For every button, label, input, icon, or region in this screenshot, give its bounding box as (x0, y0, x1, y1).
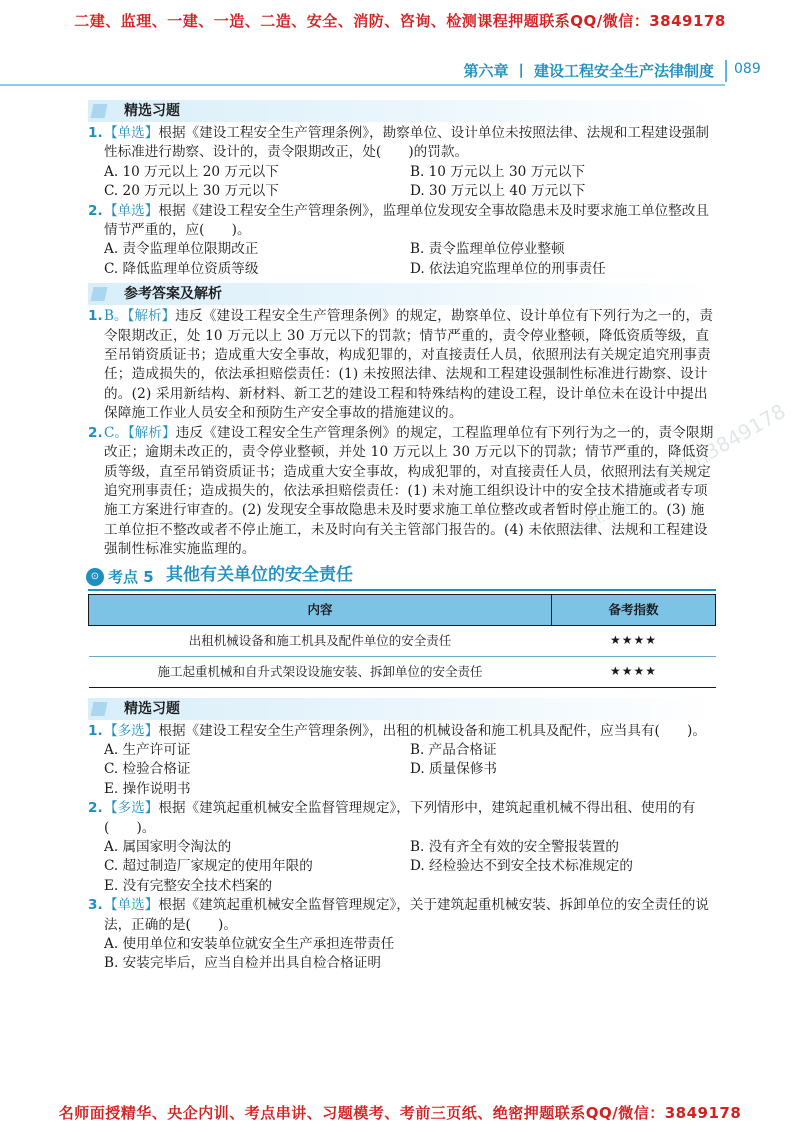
header-divider (725, 60, 727, 82)
table-row (89, 625, 716, 656)
options-grid (88, 838, 716, 877)
option-c: C. 降低监理单位资质等级 (104, 260, 259, 277)
question-item (88, 722, 716, 741)
option-b: B. 安装完毕后，应当自检并出具自检合格证明 (104, 955, 381, 972)
key-point-label: 考点 5 (108, 567, 154, 586)
key-point-icon: ⊙ (86, 568, 104, 586)
answer-item (88, 307, 716, 423)
table-cell-content: 施工起重机械和自升式架设设施安装、拆卸单位的安全责任 (89, 656, 552, 687)
options-grid (88, 935, 716, 974)
option-b: B. 产品合格证 (410, 741, 497, 758)
section-marker-icon (91, 287, 108, 301)
table-cell-rating: ★★★★ (552, 625, 716, 656)
option-e: E. 操作说明书 (104, 780, 191, 797)
options-grid (88, 741, 716, 780)
key-point-rule (88, 589, 716, 591)
options-grid (88, 780, 716, 799)
answer-number: 1. (88, 308, 103, 325)
option-d: D. 30 万元以上 40 万元以下 (410, 183, 586, 200)
column-header-rating: 备考指数 (552, 594, 716, 625)
question-text: 根据《建筑起重机械安全监督管理规定》，关于建筑起重机械安装、拆卸单位的安全责任的说法，正确的是( )。 (104, 897, 709, 933)
question-number: 2. (88, 800, 103, 817)
question-type-tag: 【多选】 (104, 722, 159, 739)
option-e: E. 没有完整安全技术档案的 (104, 877, 273, 894)
option-a: A. 责令监理单位限期改正 (104, 241, 259, 258)
column-header-content: 内容 (89, 594, 552, 625)
page-content (88, 100, 716, 974)
section-marker-icon (91, 702, 108, 716)
options-grid (88, 240, 716, 279)
options-grid (88, 877, 716, 896)
question-text: 根据《建设工程安全生产管理条例》，出租的机械设备和施工机具及配件，应当具有( )。 (158, 722, 706, 739)
section-title-text: 精选习题 (124, 103, 180, 119)
option-d: D. 质量保修书 (410, 761, 498, 778)
section-title-answers (88, 283, 716, 305)
option-b: B. 没有齐全有效的安全警报装置的 (410, 838, 619, 855)
question-type-tag: 【多选】 (104, 800, 159, 817)
question-text: 根据《建筑起重机械安全监督管理规定》，下列情形中，建筑起重机械不得出租、使用的有( )。 (104, 800, 696, 836)
answer-number: 2. (88, 424, 103, 441)
key-point-table (88, 594, 716, 688)
answer-explanation: 违反《建设工程安全生产管理条例》的规定，工程监理单位有下列行为之一的，责令限期改正；逾期未改正的，责令停业整顿，并处 10 万元以上 30 万元以下的罚款；情节严重的，降低资质等级，直至吊销资质证书；造成重大安全事故，构成犯罪的，对直接责任人员，依照刑法有关规定追究刑事责任；造成损失的，依法承担赔偿责任：(1) 未对施工组织设计中的安全技术措施或者专项施工方案进行审查的。(2) 发现安全事故隐患未及时要求施工单位整改或者暂时停止施工的。(3) 施工单位拒不整改或者不停止施工，未及时向有关主管部门报告的。(4) 未依照法律、法规和工程建设强制性标准实施监理的。 (104, 424, 714, 558)
section-title-text: 参考答案及解析 (124, 286, 222, 303)
answer-explanation: 违反《建设工程安全生产管理条例》的规定，勘察单位、设计单位有下列行为之一的，责令限期改正，处 10 万元以上 30 万元以下的罚款；情节严重的，责令停业整顿，降低资质等级，直至吊销资质证书；造成重大安全事故，构成犯罪的，对直接责任人员，依照刑法有关规定追究刑事责任；造成损失的，依法承担赔偿责任：(1) 未按照法律、法规和工程建设强制性标准进行勘察、设计的。(2) 采用新结构、新材料、新工艺的建设工程和特殊结构的建设工程，设计单位未在设计中提出保障施工作业人员安全和预防生产安全事故的措施建议的。 (104, 308, 714, 422)
page-header (0, 60, 800, 82)
header-rule (0, 84, 725, 86)
table-cell-rating: ★★★★ (552, 656, 716, 687)
table-cell-content: 出租机械设备和施工机具及配件单位的安全责任 (89, 625, 552, 656)
table-row (89, 656, 716, 687)
key-point-title: 其他有关单位的安全责任 (166, 564, 353, 585)
question-type-tag: 【单选】 (104, 202, 159, 219)
question-item (88, 124, 716, 163)
option-d: D. 依法追究监理单位的刑事责任 (410, 260, 606, 277)
question-number: 1. (88, 125, 103, 141)
option-a: A. 10 万元以上 20 万元以下 (104, 163, 279, 180)
bottom-contact-banner: 名师面授精华、央企内训、考点串讲、习题模考、考前三页纸、绝密押题联系QQ/微信：3849178 (58, 1104, 742, 1122)
option-c: C. 20 万元以上 30 万元以下 (104, 183, 279, 200)
option-a: A. 属国家明令淘汰的 (104, 838, 232, 855)
option-d: D. 经检验达不到安全技术标准规定的 (410, 858, 633, 875)
question-type-tag: 【单选】 (104, 897, 159, 914)
options-grid (88, 163, 716, 202)
question-number: 2. (88, 202, 103, 219)
top-contact-banner: 二建、监理、一建、一造、二造、安全、消防、咨询、检测课程押题联系QQ/微信：3849178 (74, 12, 726, 30)
option-a: A. 使用单位和安装单位就安全生产承担连带责任 (104, 936, 395, 952)
option-c: C. 检验合格证 (104, 761, 191, 778)
option-c: C. 超过制造厂家规定的使用年限的 (104, 858, 313, 875)
question-item (88, 799, 716, 838)
option-b: B. 责令监理单位停业整顿 (410, 241, 565, 258)
section-title-text: 精选习题 (124, 700, 180, 717)
chapter-title: 第六章 丨 建设工程安全生产法律制度 (463, 62, 714, 80)
answer-item (88, 424, 716, 560)
option-a: A. 生产许可证 (104, 741, 191, 758)
question-item (88, 896, 716, 935)
question-text: 根据《建设工程安全生产管理条例》，勘察单位、设计单位未按照法律、法规和工程建设强制性标准进行勘察、设计的，责令限期改正，处( )的罚款。 (104, 125, 709, 161)
option-b: B. 10 万元以上 30 万元以下 (410, 163, 585, 180)
answer-key: C。【解析】 (104, 424, 176, 441)
answer-key: B。【解析】 (104, 308, 176, 325)
page-number: 089 (734, 61, 761, 77)
question-item (88, 202, 716, 241)
watermark-text: 精准押题联系微信3849178 (562, 398, 790, 545)
table-header-row (89, 594, 716, 625)
section-title-exercises (88, 698, 716, 720)
question-number: 1. (88, 722, 103, 739)
question-number: 3. (88, 897, 103, 914)
question-text: 根据《建设工程安全生产管理条例》，监理单位发现安全事故隐患未及时要求施工单位整改且情节严重的，应( )。 (104, 202, 709, 239)
section-title-exercises (88, 100, 716, 122)
section-marker-icon (91, 104, 108, 118)
key-point-header (88, 566, 716, 590)
question-type-tag: 【单选】 (104, 125, 159, 141)
